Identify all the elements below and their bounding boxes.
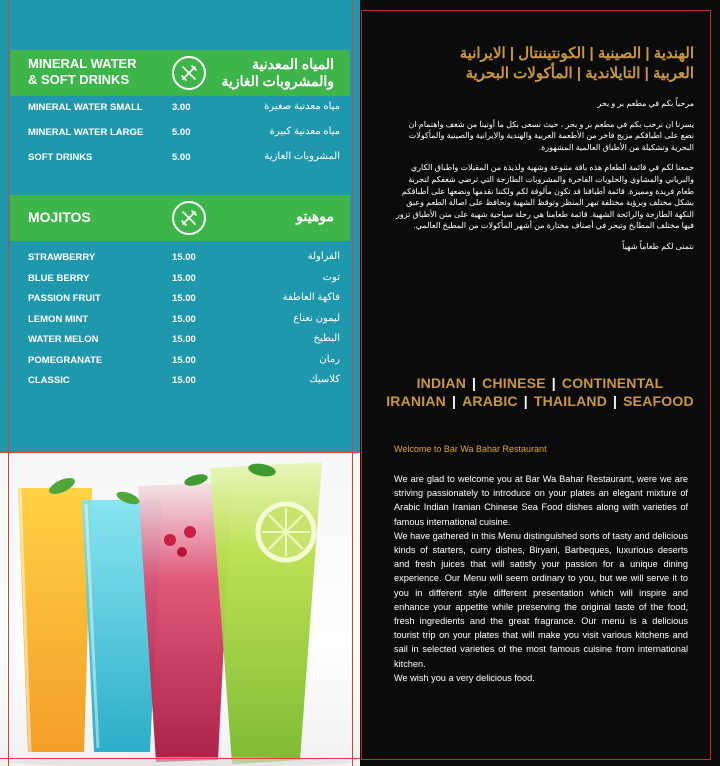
cuisines-ar-line-2: العربية | التايلاندية | المأكولات البحرية <box>465 65 694 82</box>
cuisines-ar <box>374 44 694 84</box>
menu-item <box>28 291 340 307</box>
intro-ar-text <box>394 98 694 262</box>
item-name-ar: توت <box>322 272 340 283</box>
mojito-glasses-illustration <box>0 452 360 766</box>
welcome-paragraph: We have gathered in this Menu distinguished sorts of tasty and delicious kinds of starters, curry dishes, Biryani, Barbeques, luxurious deserts and fresh juices that will satisfy your passion for a unique dining experience. Our Menu will seem ordinary to you, but we will serve it to you in different style different presentation which will inspire and enhance your appetite while preserving the original taste of the food, fresh ingredients and the great fragrance. Our menu is a delicious tourist trip on your plates that will make you visit various kitchens and sail in selected varieties of the most famous cuisine from international kitchen. <box>394 530 688 669</box>
drinks-menu-background <box>0 0 360 452</box>
section-title-en-line-1: MINERAL WATER <box>28 56 137 71</box>
fork-knife-icon <box>172 56 206 90</box>
cuisine-separator: | <box>613 393 618 409</box>
welcome-paragraph: We are glad to welcome you at Bar Wa Bahar Restaurant, were we are striving passionately to introduce on your plates an elegant mixture of Arabic Indian Iranian Chinese Sea Food dishes along with varieties of famous international cuisine. <box>394 474 688 527</box>
item-price: 15.00 <box>172 273 196 284</box>
item-name-ar: البطيخ <box>313 333 340 344</box>
section-title-ar <box>221 56 334 90</box>
item-name: BLUE BERRY <box>28 273 90 284</box>
item-price: 15.00 <box>172 293 196 304</box>
intro-ar-paragraph: يسرنا ان نرحب بكم في مطعم بر و بحر ، حيث نسعى بكل ما أوتينا من شغف واهتمام ان نضع على اطباقكم مزيج فاخر من الأطعمة العربية والهندية والايرانية والصينية والمأكولات البحرية وتشكيلة من الأطباق العالمية المشهورة. <box>408 119 694 152</box>
mojito-glasses-photo <box>0 452 360 766</box>
section-title-en-line-2: & SOFT DRINKS <box>28 72 130 87</box>
item-price: 15.00 <box>172 375 196 386</box>
menu-item <box>28 353 340 369</box>
cuisine-label: THAILAND <box>533 393 608 409</box>
menu-item <box>28 100 340 116</box>
menu-item <box>28 332 340 348</box>
section-title-ar-line-1: المياه المعدنية <box>252 56 334 72</box>
menu-item <box>28 125 340 141</box>
cuisine-label: INDIAN <box>416 375 467 391</box>
section-title-en <box>28 56 137 88</box>
cuisines-en-line-2 <box>360 393 720 409</box>
item-price: 15.00 <box>172 355 196 366</box>
cuisines-ar-line-1: الهندية | الصينية | الكونتيننتال | الايرانية <box>459 45 694 62</box>
cuisine-label: CONTINENTAL <box>561 375 664 391</box>
menu-item <box>28 150 340 166</box>
cuisine-separator: | <box>523 393 528 409</box>
cuisine-label: ARABIC <box>462 393 518 409</box>
cuisine-label: IRANIAN <box>386 393 446 409</box>
fork-knife-icon <box>172 201 206 235</box>
menu-item <box>28 271 340 287</box>
cuisine-separator: | <box>551 375 556 391</box>
cuisine-separator: | <box>472 375 477 391</box>
print-guide-line <box>352 0 353 766</box>
intro-ar-paragraph: مرحباً بكم في مطعم بر و بحر <box>597 99 694 108</box>
item-price: 15.00 <box>172 252 196 263</box>
item-price: 15.00 <box>172 314 196 325</box>
item-name-ar: ليمون نعناع <box>293 313 340 324</box>
welcome-paragraph: We wish you a very delicious food. <box>394 672 535 683</box>
item-price: 15.00 <box>172 334 196 345</box>
cuisine-separator: | <box>451 393 457 409</box>
item-name-ar: مياه معدنية صغيرة <box>264 101 340 112</box>
item-name: CLASSIC <box>28 375 70 386</box>
item-name: LEMON MINT <box>28 314 89 325</box>
item-name: MINERAL WATER SMALL <box>28 102 143 113</box>
welcome-title: Welcome to Bar Wa Bahar Restaurant <box>394 444 547 454</box>
section-title-ar-line-2: والمشروبات الغازية <box>221 73 334 89</box>
item-name: SOFT DRINKS <box>28 152 93 163</box>
print-guide-line <box>0 758 360 759</box>
print-guide-line <box>8 0 9 766</box>
item-name: STRAWBERRY <box>28 252 96 263</box>
section-title-ar: موهيتو <box>296 208 334 224</box>
cuisine-label: CHINESE <box>482 375 546 391</box>
section-title-en: MOJITOS <box>28 209 91 225</box>
restaurant-intro-panel <box>360 0 720 766</box>
item-name-ar: رمان <box>319 354 340 365</box>
item-name-ar: مياه معدنية كبيرة <box>269 126 340 137</box>
welcome-text <box>394 472 688 685</box>
print-guide-line <box>0 452 360 453</box>
section-banner-mojitos <box>10 195 350 241</box>
item-name: MINERAL WATER LARGE <box>28 127 144 138</box>
item-price: 5.00 <box>172 152 191 163</box>
menu-item <box>28 250 340 266</box>
item-name: POMEGRANATE <box>28 355 103 366</box>
item-name-ar: المشروبات الغازية <box>264 151 340 162</box>
menu-item <box>28 312 340 328</box>
intro-ar-paragraph: جمعنا لكم في قائمة الطعام هذه باقة متنوعة وشهية ولذيذة من المقبلات واطباق الكاري والبرياني والمشاوي والحلويات الفاخرة والمشروبات الطازجة التي ترضي شغفكم لتجربة طعام فريدة ومميزة. قائمة أطباقنا قد تكون مألوفة لكم ولكننا نقدمها ونضعها على أطباقكم بشكل مختلف وبرؤية مختلفة تبهر المنظر وتوقظ الشهية وتحافظ على اصالة الطعم وعبق النكهة الطازجة والرائحة الشهية. قائمة طعامنا هي رحلة سياحية شهية على متن الأطباق تزور فيها مختلف المطابخ وتبحر في أصناف مختارة من أشهر المأكولات من المطبخ العالمي. <box>396 163 694 231</box>
section-banner-mineral-water <box>10 50 350 96</box>
item-price: 5.00 <box>172 127 191 138</box>
item-name-ar: فاكهة العاطفة <box>282 292 340 303</box>
item-name: WATER MELON <box>28 334 99 345</box>
item-name-ar: كلاسيك <box>309 374 340 385</box>
intro-ar-paragraph: نتمنى لكم طعاماً شهياً <box>622 241 694 251</box>
item-name: PASSION FRUIT <box>28 293 101 304</box>
cuisine-label: SEAFOOD <box>623 393 694 409</box>
item-price: 3.00 <box>172 102 191 113</box>
cuisines-en-line-1 <box>360 375 720 391</box>
item-name-ar: الفراولة <box>307 251 340 262</box>
menu-item <box>28 373 340 389</box>
